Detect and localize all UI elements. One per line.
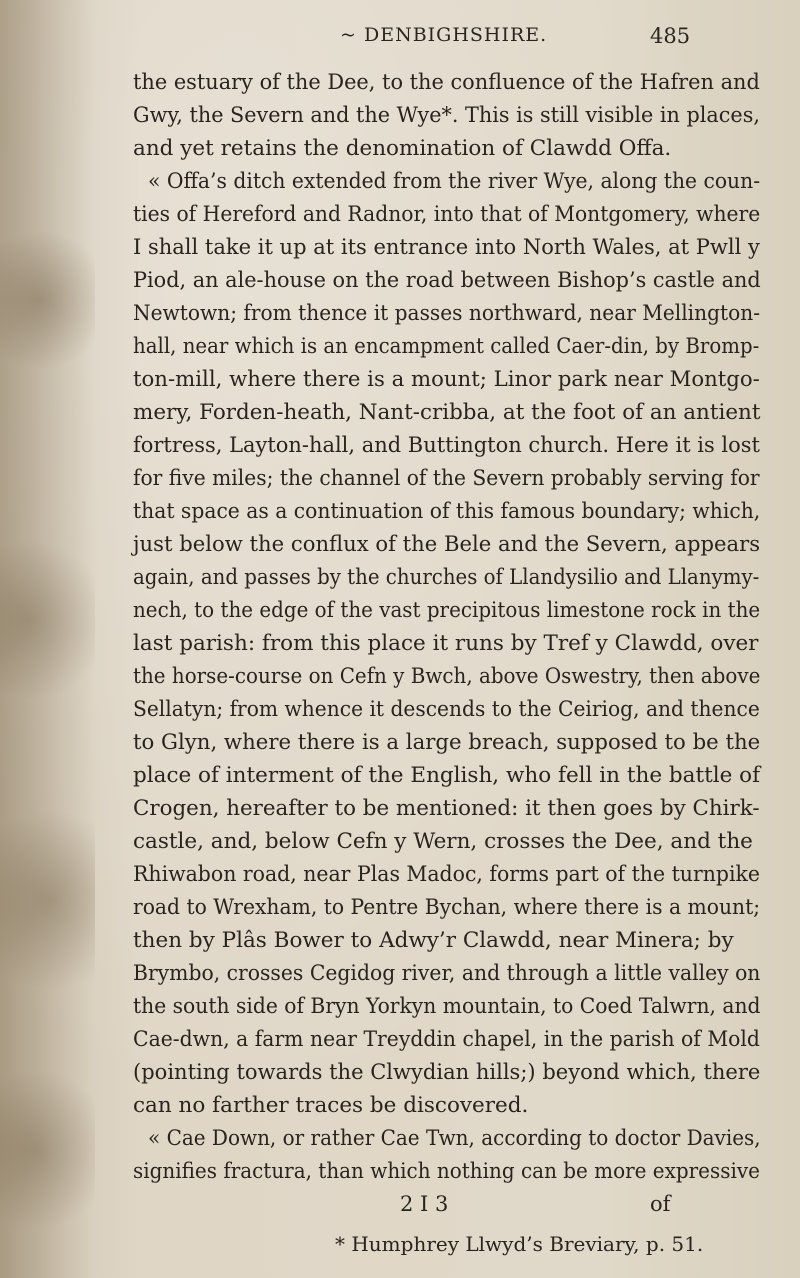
text-line: for five miles; the channel of the Severn probably serving for bbox=[133, 466, 760, 491]
page-header bbox=[0, 24, 800, 54]
text-line: again, and passes by the churches of Llandysilio and Llanymy- bbox=[133, 565, 760, 590]
text-line: signifies fractura, than which nothing can be more expressive bbox=[133, 1159, 760, 1184]
text-line: to Glyn, where there is a large breach, supposed to be the bbox=[133, 730, 761, 755]
text-line: and yet retains the denomination of Clawdd Offa. bbox=[133, 136, 672, 161]
text-line: just below the conflux of the Bele and the Severn, appears bbox=[133, 532, 761, 557]
text-line: ties of Hereford and Radnor, into that of Montgomery, where bbox=[133, 202, 761, 227]
text-line: Brymbo, crosses Cegidog river, and through a little valley on bbox=[133, 961, 761, 986]
text-line: ton-mill, where there is a mount; Linor park near Montgo- bbox=[133, 367, 760, 392]
text-line: the horse-course on Cefn y Bwch, above Oswestry, then above bbox=[133, 664, 761, 689]
text-line: « Offa’s ditch extended from the river Wye, along the coun- bbox=[148, 169, 761, 194]
text-line: Piod, an ale-house on the road between Bishop’s castle and bbox=[133, 268, 761, 293]
text-line: Gwy, the Severn and the Wye*. This is still visible in places, bbox=[133, 103, 760, 128]
text-line: Crogen, hereafter to be mentioned: it then goes by Chirk- bbox=[133, 796, 760, 821]
text-line: castle, and, below Cefn y Wern, crosses the Dee, and the bbox=[133, 829, 753, 854]
text-line: Newtown; from thence it passes northward, near Mellington- bbox=[133, 301, 760, 326]
text-line: hall, near which is an encampment called Caer-din, by Bromp- bbox=[133, 334, 760, 359]
text-line: road to Wrexham, to Pentre Bychan, where there is a mount; bbox=[133, 895, 761, 920]
text-line: Sellatyn; from whence it descends to the Ceiriog, and thence bbox=[133, 697, 760, 722]
text-line: mery, Forden-heath, Nant-cribba, at the foot of an antient bbox=[133, 400, 761, 425]
text-line: can no farther traces be discovered. bbox=[133, 1093, 529, 1118]
text-line: the estuary of the Dee, to the confluence of the Hafren and bbox=[133, 70, 760, 95]
text-line: then by Plâs Bower to Adwy’r Clawdd, near Minera; by bbox=[133, 928, 734, 953]
text-line: Rhiwabon road, near Plas Madoc, forms part of the turnpike bbox=[133, 862, 761, 887]
text-line: (pointing towards the Clwydian hills;) beyond which, there bbox=[133, 1060, 761, 1085]
text-line: Cae-dwn, a farm near Treyddin chapel, in the parish of Mold bbox=[133, 1027, 760, 1052]
text-line: I shall take it up at its entrance into North Wales, at Pwll y bbox=[133, 235, 760, 260]
text-line: last parish: from this place it runs by Tref y Clawdd, over bbox=[133, 631, 759, 656]
text-line: place of interment of the English, who fell in the battle of bbox=[133, 763, 761, 788]
text-line: fortress, Layton-hall, and Buttington church. Here it is lost bbox=[133, 433, 760, 458]
page-number: 485 bbox=[650, 24, 691, 48]
text-line: the south side of Bryn Yorkyn mountain, to Coed Talwrn, and bbox=[133, 994, 761, 1019]
signature-mark: 2 I 3 bbox=[400, 1192, 449, 1216]
text-line: nech, to the edge of the vast precipitous limestone rock in the bbox=[133, 598, 761, 623]
catchword: of bbox=[650, 1192, 671, 1216]
running-title: ~ DENBIGHSHIRE. bbox=[340, 24, 548, 46]
footnote: * Humphrey Llwyd’s Breviary, p. 51. bbox=[335, 1232, 704, 1256]
page-gutter-stain bbox=[0, 0, 95, 1278]
text-line: « Cae Down, or rather Cae Twn, according to doctor Davies, bbox=[148, 1126, 761, 1151]
text-line: that space as a continuation of this famous boundary; which, bbox=[133, 499, 761, 524]
